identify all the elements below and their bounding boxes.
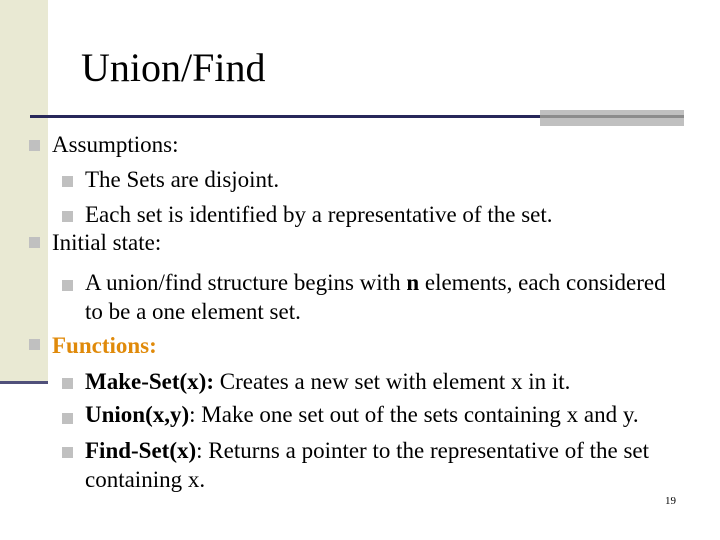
square-bullet-icon [62, 280, 73, 291]
assumptions-heading: Assumptions: [52, 132, 179, 157]
initial-state-text-pre: A union/find structure begins with [85, 270, 407, 295]
function-description: : Returns a pointer to the representative of the set [196, 438, 649, 463]
square-bullet-icon [62, 413, 73, 424]
function-item-continued: containing x. [85, 467, 206, 492]
square-bullet-icon [62, 211, 73, 222]
square-bullet-icon [62, 176, 73, 187]
slide-title: Union/Find [81, 45, 266, 90]
function-name: Make-Set(x): [85, 369, 215, 394]
function-item [85, 367, 570, 397]
initial-state-item [85, 268, 666, 298]
assumption-item: Each set is identified by a representative of the set. [85, 202, 553, 227]
square-bullet-icon [29, 339, 40, 350]
initial-state-n: n [406, 270, 420, 295]
assumption-item: The Sets are disjoint. [85, 167, 280, 192]
square-bullet-icon [62, 378, 73, 389]
square-bullet-icon [29, 140, 40, 151]
side-band-rule [0, 381, 48, 384]
function-item [85, 436, 649, 466]
initial-state-item-continued: to be a one element set. [85, 299, 301, 324]
title-rule-block-line [540, 115, 684, 118]
function-description: : Make one set out of the sets containing x and y. [189, 402, 639, 427]
initial-state-text-post: elements, each considered [419, 270, 666, 295]
function-name: Find-Set(x) [85, 438, 197, 463]
title-rule-block [540, 110, 684, 126]
functions-heading: Functions: [52, 333, 157, 358]
initial-state-heading: Initial state: [52, 230, 162, 255]
function-description: Creates a new set with element x in it. [214, 369, 571, 394]
function-item [85, 400, 639, 430]
function-name: Union(x,y) [85, 402, 190, 427]
page-number: 19 [665, 495, 676, 507]
square-bullet-icon [62, 447, 73, 458]
square-bullet-icon [29, 237, 40, 248]
title-underline-rule [30, 115, 540, 118]
side-band-decoration [0, 0, 48, 383]
